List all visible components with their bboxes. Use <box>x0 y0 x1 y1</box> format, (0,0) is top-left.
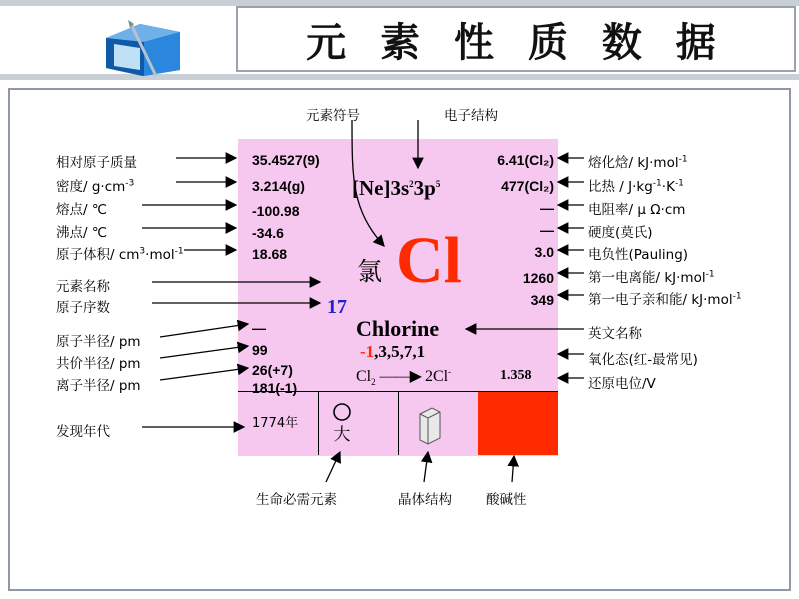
book-icon <box>100 18 186 80</box>
label-hardness: 硬度(莫氏) <box>588 225 653 241</box>
value-ionic-radius-2: 181(-1) <box>252 380 298 396</box>
label-atomic-volume: 原子体积/ $cm^3\cdot mol^{-1}$ <box>56 246 184 263</box>
label-electron-affinity: 第一电子亲和能/ kJ·mol$^{-1}$ <box>588 291 742 308</box>
element-symbol: Cl <box>396 224 462 297</box>
crystal-structure-icon <box>412 400 448 446</box>
label-atomic-radius: 原子半径/ pm <box>56 334 141 350</box>
oxidation-states <box>360 342 425 362</box>
reaction-right: 2Cl <box>424 368 449 385</box>
value-first-ionization: 1260 <box>522 270 554 286</box>
element-atomic-number: 17 <box>327 296 347 318</box>
label-ionic-radius: 离子半径/ pm <box>56 378 141 394</box>
value-covalent-radius: 99 <box>252 342 268 358</box>
value-atomic-radius: — <box>252 320 266 336</box>
label-redox-potential: 还原电位/V <box>588 376 656 392</box>
value-boiling-point: -34.6 <box>252 225 284 241</box>
label-oxidation-states: 氧化态(红-最常见) <box>588 352 698 368</box>
page-title-box <box>236 6 796 72</box>
header-band <box>0 0 799 88</box>
label-covalent-radius: 共价半径/ pm <box>56 356 141 372</box>
value-hardness: — <box>540 222 554 238</box>
label-element-name: 元素名称 <box>56 279 110 295</box>
reduction-reaction: $Cl_2$ ——▶ 2Cl- <box>356 366 452 388</box>
ec-sup1: 2 <box>409 179 414 189</box>
ec-sup2: 5 <box>435 179 441 189</box>
reaction-left-sub: 2 <box>371 377 376 388</box>
label-life-element: 生命必需元素 <box>256 492 337 508</box>
label-resistivity: 电阻率/ μ Ω·cm <box>588 202 686 218</box>
value-specific-heat: 477(Cl₂) <box>501 178 554 194</box>
label-atomic-number: 原子序数 <box>56 300 110 316</box>
value-resistivity: — <box>540 200 554 216</box>
label-acidity: 酸碱性 <box>486 492 527 508</box>
value-redox-potential: 1.358 <box>500 368 532 383</box>
label-element-symbol: 元素符号 <box>306 108 360 124</box>
label-density: 密度/ $g\cdot cm^{-3}$ <box>56 178 135 195</box>
element-chinese-name: 氯 <box>357 257 383 286</box>
value-atomic-volume: 18.68 <box>252 246 288 262</box>
label-first-ionization: 第一电离能/ kJ·mol$^{-1}$ <box>588 269 715 286</box>
oxidation-common: -1 <box>360 342 375 361</box>
reaction-left: Cl <box>356 368 372 385</box>
svg-text:大: 大 <box>333 425 351 445</box>
label-discovery-year: 发现年代 <box>56 424 110 440</box>
value-ionic-radius-1: 26(+7) <box>252 362 293 378</box>
label-english-name: 英文名称 <box>588 326 642 342</box>
label-fusion-enthalpy: 熔化焓/ kJ·mol$^{-1}$ <box>588 154 688 171</box>
value-discovery-year: 1774年 <box>252 416 299 431</box>
value-electronegativity: 3.0 <box>534 244 554 260</box>
ec-prefix: [Ne]3s <box>352 176 410 200</box>
label-electronegativity: 电负性(Pauling) <box>588 247 689 263</box>
label-melting-point: 熔点/ ℃ <box>56 202 108 218</box>
oxidation-rest: ,3,5,7,1 <box>374 342 426 361</box>
footer-divider-1 <box>318 391 319 455</box>
electron-configuration <box>352 176 440 201</box>
reaction-right-sup: - <box>448 366 452 377</box>
label-electron-structure: 电子结构 <box>444 108 498 124</box>
footer-divider-2 <box>398 391 399 455</box>
label-crystal-structure: 晶体结构 <box>398 492 452 508</box>
label-atomic-mass: 相对原子质量 <box>56 155 137 171</box>
life-element-icon <box>324 400 360 446</box>
value-melting-point: -100.98 <box>252 203 300 219</box>
value-atomic-mass: 35.4527(9) <box>252 152 320 168</box>
value-fusion-enthalpy: 6.41(Cl₂) <box>497 152 554 168</box>
page-title: 元 素 性 质 数 据 <box>306 19 726 66</box>
acidity-color-box <box>478 392 558 455</box>
value-density: 3.214(g) <box>252 178 305 194</box>
ec-mid: 3p <box>413 176 436 200</box>
label-boiling-point: 沸点/ ℃ <box>56 225 108 241</box>
label-specific-heat: 比热 / $J\cdot kg^{-1}\cdot K^{-1}$ <box>588 178 684 195</box>
element-english-name: Chlorine <box>356 316 440 341</box>
value-electron-affinity: 349 <box>530 292 554 308</box>
